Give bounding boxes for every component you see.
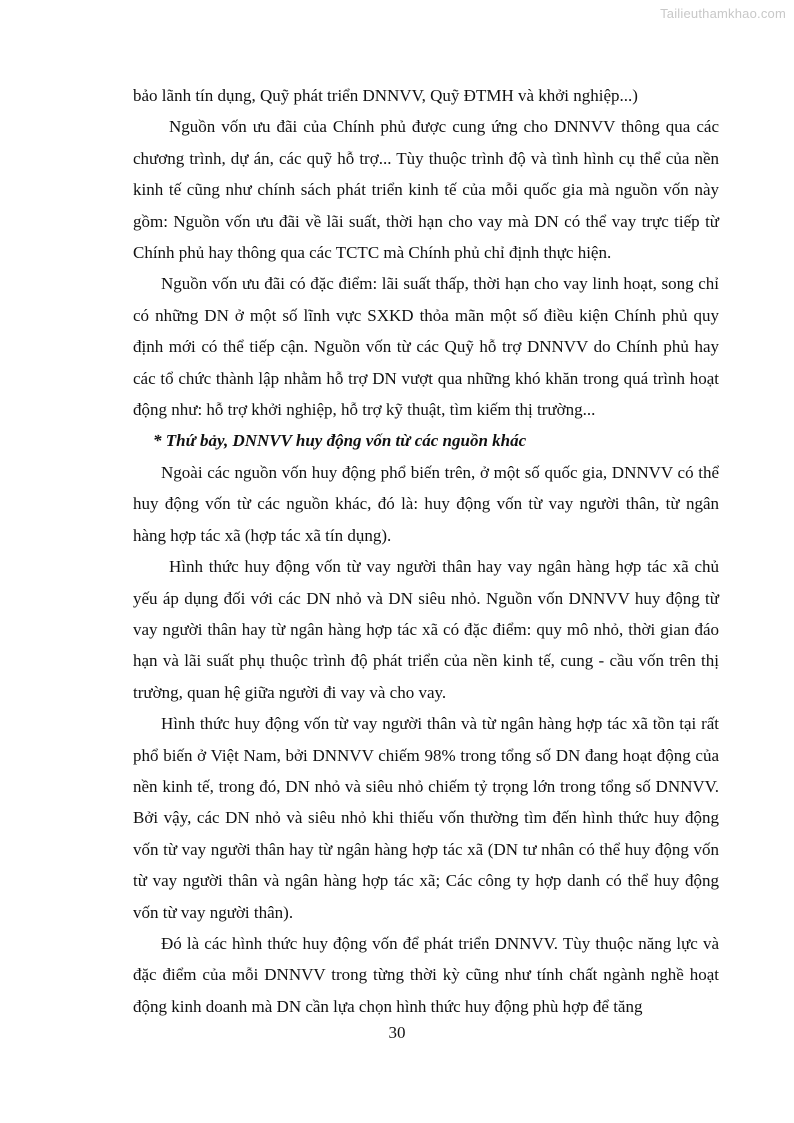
page-number: 30 xyxy=(388,1023,406,1042)
paragraph-relatives-loans: Hình thức huy động vốn từ vay người thân hay vay ngân hàng hợp tác xã chủ yếu áp dụng đối với các DN nhỏ và DN siêu nhỏ. Nguồn vốn DNNVV huy động từ vay người thân hay từ ngân hàng hợp tác xã có đặc điểm: quy mô nhỏ, thời gian đáo hạn và lãi suất phụ thuộc trình độ phát triển của nền kinh tế, cung - cầu vốn trên thị trường, quan hệ giữa người đi vay và cho vay. xyxy=(133,557,719,702)
paragraph-vietnam-prevalence: Hình thức huy động vốn từ vay người thân và từ ngân hàng hợp tác xã tồn tại rất phổ biến ở Việt Nam, bởi DNNVV chiếm 98% trong tổng số DN đang hoạt động của nền kinh tế, trong đó, DN nhỏ và siêu nhỏ chiếm tỷ trọng lớn trong tổng số DNNVV. Bởi vậy, các DN nhỏ và siêu nhỏ khi thiếu vốn thường tìm đến hình thức huy động vốn từ vay người thân hay từ ngân hàng hợp tác xã (DN tư nhân có thể huy động vốn từ vay người thân và ngân hàng hợp tác xã; Các công ty hợp danh có thể huy động vốn từ vay người thân). xyxy=(133,714,719,922)
section-heading-seventh: * Thứ bảy, DNNVV huy động vốn từ các nguồn khác xyxy=(153,431,527,451)
paragraph-conclusion: Đó là các hình thức huy động vốn để phát triển DNNVV. Tùy thuộc năng lực và đặc điểm của mỗi DNNVV trong từng thời kỳ cũng như tính chất ngành nghề hoạt động kinh doanh mà DN cần lựa chọn hình thức huy động phù hợp để tăng xyxy=(133,933,719,1016)
paragraph-preferential-capital-features: Nguồn vốn ưu đãi có đặc điểm: lãi suất thấp, thời hạn cho vay linh hoạt, song chỉ có những DN ở một số lĩnh vực SXKD thỏa mãn một số điều kiện Chính phủ quy định mới có thể tiếp cận. Nguồn vốn từ các Quỹ hỗ trợ DNNVV do Chính phủ hay các tổ chức thành lập nhằm hỗ trợ DN vượt qua những khó khăn trong quá trình hoạt động như: hỗ trợ khởi nghiệp, hỗ trợ kỹ thuật, tìm kiếm thị trường... xyxy=(133,274,719,420)
paragraph-continuation: bảo lãnh tín dụng, Quỹ phát triển DNNVV, Quỹ ĐTMH và khởi nghiệp...) xyxy=(133,86,638,105)
watermark: Tailieuthamkhao.com xyxy=(660,6,786,21)
paragraph-government-capital: Nguồn vốn ưu đãi của Chính phủ được cung ứng cho DNNVV thông qua các chương trình, dự án, các quỹ hỗ trợ... Tùy thuộc trình độ và tình hình cụ thể của nền kinh tế cũng như chính sách phát triển kinh tế của mỗi quốc gia mà nguồn vốn này gồm: Nguồn vốn ưu đãi về lãi suất, thời hạn cho vay mà DN có thể vay trực tiếp từ Chính phủ hay thông qua các TCTC mà Chính phủ chỉ định thực hiện. xyxy=(133,117,719,263)
document-body xyxy=(133,80,719,1022)
paragraph-other-sources: Ngoài các nguồn vốn huy động phổ biến trên, ở một số quốc gia, DNNVV có thể huy động vốn từ các nguồn khác, đó là: huy động vốn từ vay người thân, từ ngân hàng hợp tác xã (hợp tác xã tín dụng). xyxy=(133,462,719,545)
